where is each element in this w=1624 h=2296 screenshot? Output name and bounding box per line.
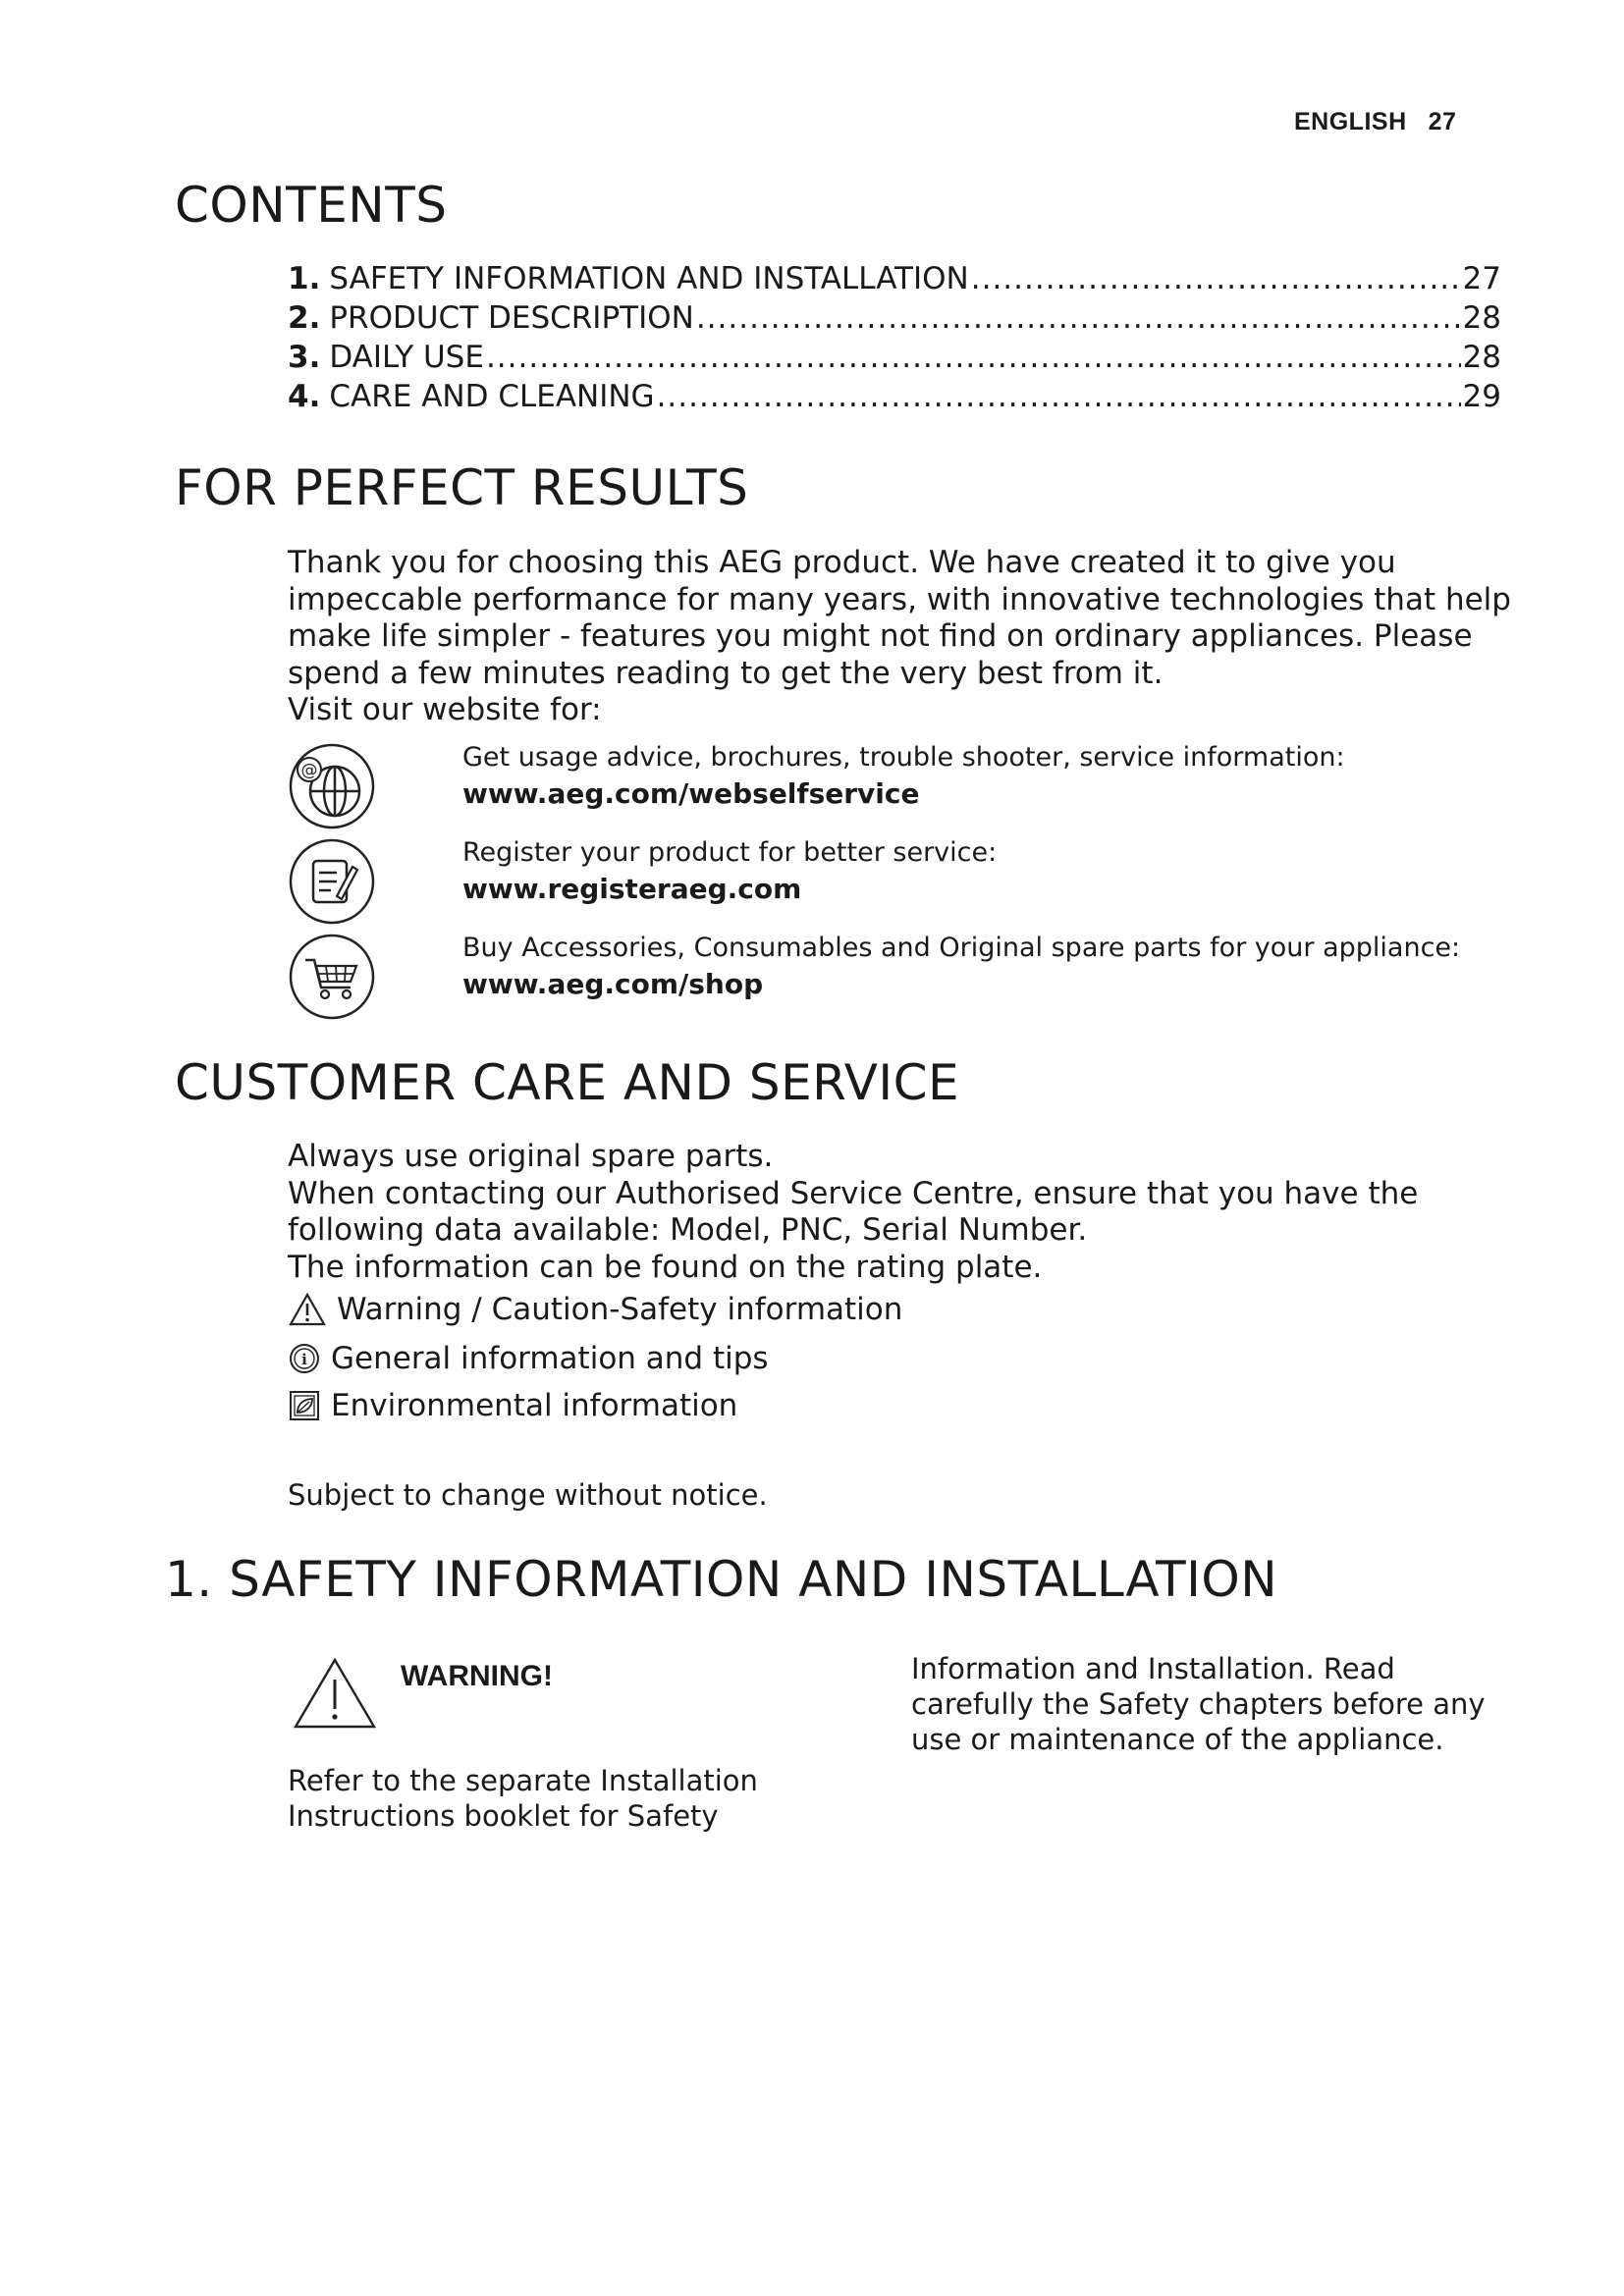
legend-info: [288, 1341, 769, 1376]
webselfservice-link-block: [288, 742, 1466, 840]
safety-left-column: [288, 1763, 758, 1834]
warning-callout: [288, 1654, 779, 1762]
safety-line: Information and Installation. Read: [911, 1652, 1395, 1685]
care-line: When contacting our Authorised Service Centre, ensure that you have the: [288, 1175, 1419, 1211]
header-language: ENGLISH: [1294, 108, 1407, 135]
customer-care-title: CUSTOMER CARE AND SERVICE: [175, 1054, 960, 1111]
warning-label: WARNING!: [401, 1660, 553, 1692]
perfect-results-intro: [288, 545, 1511, 729]
toc-item-page: 27: [1462, 261, 1501, 296]
page-header: [1294, 108, 1456, 136]
shop-url-link[interactable]: www.aeg.com/shop: [462, 968, 764, 1000]
register-icon: [288, 837, 376, 926]
legend-environment: [288, 1388, 737, 1423]
legend-environment-label: Environmental information: [331, 1388, 738, 1423]
header-page-number: 27: [1428, 108, 1457, 135]
customer-care-text: [288, 1139, 1418, 1286]
warning-triangle-icon: [292, 1654, 378, 1733]
safety-line: Refer to the separate Installation: [288, 1764, 758, 1797]
register-description: Register your product for better service:: [462, 837, 998, 868]
safety-line: carefully the Safety chapters before any: [911, 1687, 1486, 1721]
webselfservice-description: Get usage advice, brochures, trouble shooter, service information:: [462, 742, 1345, 773]
care-line: following data available: Model, PNC, Serial Number.: [288, 1212, 1088, 1248]
care-line: The information can be found on the rating plate.: [288, 1249, 1043, 1285]
care-line: Always use original spare parts.: [288, 1139, 774, 1174]
toc-leader-dots: [657, 379, 1461, 414]
toc-item-label: DAILY USE: [329, 340, 484, 375]
toc-item[interactable]: [288, 300, 1501, 340]
toc-item-number: 4.: [288, 379, 321, 414]
perfect-results-title: FOR PERFECT RESULTS: [175, 459, 749, 516]
svg-text:i: i: [301, 1351, 307, 1368]
legend-info-label: General information and tips: [331, 1341, 769, 1376]
intro-line: make life simpler - features you might not find on ordinary appliances. Please: [288, 618, 1473, 654]
svg-text:@: @: [300, 761, 318, 780]
toc-item-label: SAFETY INFORMATION AND INSTALLATION: [329, 261, 969, 296]
toc-leader-dots: [971, 261, 1461, 296]
toc-leader-dots: [696, 300, 1461, 336]
safety-right-column: [911, 1651, 1486, 1757]
globe-icon: [288, 742, 376, 830]
intro-line: impeccable performance for many years, with innovative technologies that help: [288, 581, 1511, 617]
toc-item-page: 28: [1462, 300, 1501, 336]
register-link-block: [288, 837, 1466, 935]
legend-warning-label: Warning / Caution-Safety information: [337, 1292, 903, 1327]
intro-line: Thank you for choosing this AEG product. We have created it to give you: [288, 545, 1396, 580]
visit-website-text: Visit our website for:: [288, 692, 602, 727]
contents-title: CONTENTS: [175, 177, 448, 234]
toc-item[interactable]: [288, 379, 1501, 418]
leaf-icon: [288, 1389, 321, 1422]
safety-line: use or maintenance of the appliance.: [911, 1723, 1444, 1756]
safety-line: Instructions booklet for Safety: [288, 1799, 719, 1833]
warning-icon: [288, 1292, 327, 1327]
toc-item-page: 29: [1462, 379, 1501, 414]
toc-item-page: 28: [1462, 340, 1501, 375]
toc-item-number: 3.: [288, 340, 321, 375]
shop-link-block: [288, 933, 1466, 1031]
register-url-link[interactable]: www.registeraeg.com: [462, 873, 802, 905]
toc-item-label: CARE AND CLEANING: [329, 379, 655, 414]
toc-item[interactable]: [288, 261, 1501, 300]
toc-leader-dots: [486, 340, 1461, 375]
shop-description: Buy Accessories, Consumables and Original spare parts for your appliance:: [462, 933, 1461, 963]
webselfservice-url-link[interactable]: www.aeg.com/webselfservice: [462, 777, 920, 810]
legend-warning: [288, 1292, 902, 1327]
toc-item-label: PRODUCT DESCRIPTION: [329, 300, 694, 336]
change-notice: Subject to change without notice.: [288, 1478, 768, 1512]
toc-item-number: 2.: [288, 300, 321, 336]
toc-item-number: 1.: [288, 261, 321, 296]
safety-section-title: 1. SAFETY INFORMATION AND INSTALLATION: [165, 1551, 1278, 1608]
table-of-contents: [288, 261, 1501, 418]
info-icon: [288, 1342, 321, 1375]
shopping-cart-icon: [288, 933, 376, 1021]
intro-line: spend a few minutes reading to get the very best from it.: [288, 655, 1164, 691]
toc-item[interactable]: [288, 340, 1501, 379]
